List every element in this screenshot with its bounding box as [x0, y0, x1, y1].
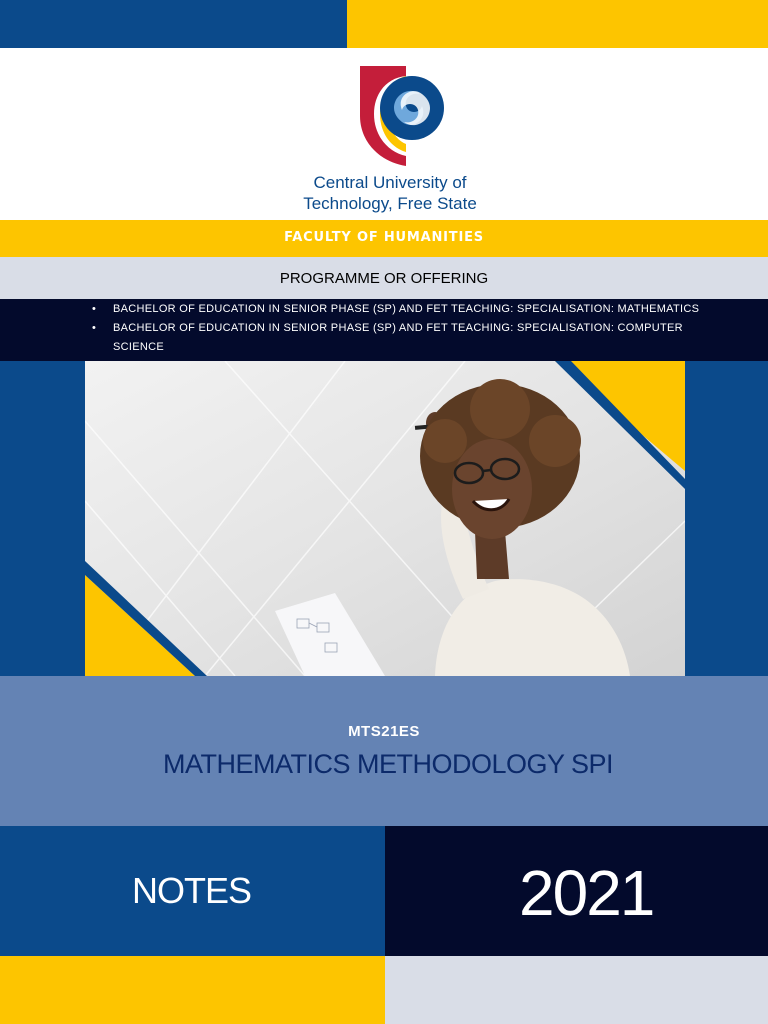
bullet: •	[92, 322, 97, 334]
top-yellow-band	[347, 0, 768, 48]
top-blue-band	[0, 0, 347, 48]
bottom-grey-band	[385, 956, 768, 1024]
cover-photo-teacher-at-whiteboard	[85, 361, 685, 676]
university-name-line2: Technology, Free State	[303, 194, 477, 213]
bullet: •	[92, 303, 97, 315]
offering-text: BACHELOR OF EDUCATION IN SENIOR PHASE (SP) AND FET TEACHING: SPECIALISATION: MATHEMATICS	[113, 303, 700, 315]
notes-label: NOTES	[132, 870, 252, 911]
university-name	[250, 172, 530, 214]
year-label: 2021	[519, 857, 654, 929]
course-code: MTS21ES	[348, 723, 420, 740]
offering-text: BACHELOR OF EDUCATION IN SENIOR PHASE (SP) AND FET TEACHING: SPECIALISATION: COMPUTER SCIENCE	[113, 322, 683, 353]
course-title: MATHEMATICS METHODOLOGY SPI	[162, 749, 614, 779]
offering-item-computer-science	[92, 319, 732, 357]
bottom-yellow-band	[0, 956, 385, 1024]
offering-item-mathematics	[92, 300, 732, 319]
programme-title: PROGRAMME OR OFFERING	[279, 270, 489, 287]
faculty-title: FACULTY OF HUMANITIES	[284, 230, 484, 245]
offering-list	[92, 300, 732, 357]
university-logo	[358, 64, 450, 168]
university-name-line1: Central University of	[313, 173, 467, 192]
